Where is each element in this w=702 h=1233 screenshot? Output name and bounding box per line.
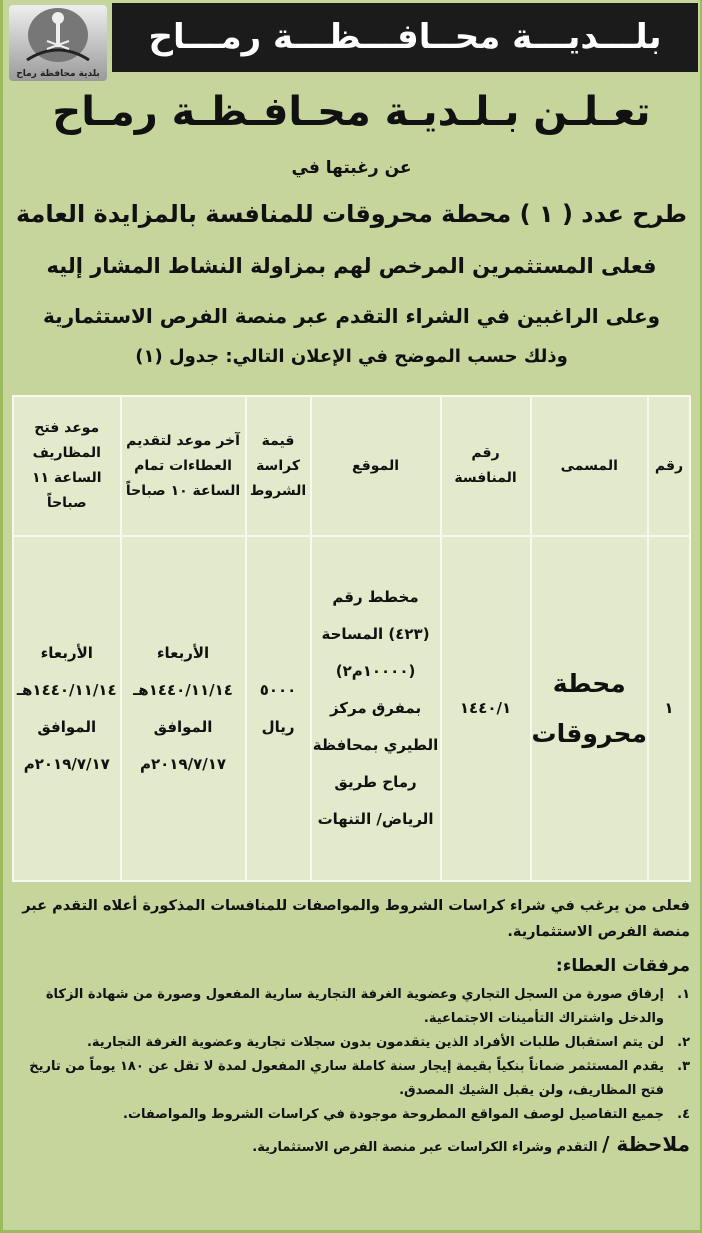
table-row — [13, 536, 690, 881]
col-competition-number: رقم المنافسة — [441, 396, 531, 536]
item-number: ٢. — [677, 1035, 690, 1050]
table-header-row — [13, 396, 690, 536]
col-location: الموقع — [311, 396, 441, 536]
tender-table — [12, 395, 691, 882]
banner-title: بلـــديـــة محــافـــظـــة رمـــاح — [112, 3, 698, 72]
item-text: إرفاق صورة من السجل التجاري وعضوية الغرفة التجارية سارية المفعول وصورة من شهادة الزكاة والدخل واشتراك التأمينات الاجتماعية. — [45, 987, 664, 1026]
cell-competition-number: ١٤٤٠/١ — [441, 536, 531, 881]
applicants-text: وعلى الراغبين في الشراء التقدم عبر منصة الفرص الاستثمارية — [42, 304, 661, 328]
investors-text: فعلى المستثمرين المرخص لهم بمزاولة النشاط المشار إليه — [46, 254, 657, 278]
logo-text: بلدية محافظة رماح — [16, 69, 100, 79]
table-reference: وذلك حسب الموضح في الإعلان التالي: جدول (١) — [135, 346, 568, 367]
announcement-heading: تعـلـن بـلـديـة محـافـظـة رمـاح — [52, 89, 651, 135]
item-text: لن يتم استقبال طلبات الأفراد الذين يتقدمون بدون سجلات تجارية وعضوية الغرفة التجارية. — [86, 1035, 664, 1050]
note-label: ملاحظة / — [602, 1132, 690, 1156]
purchase-text: فعلى من يرغب في شراء كراسات الشروط والمواصفات للمنافسات المذكورة أعلاه التقدم عبر منصة الفرص الاستثمارية. — [22, 898, 690, 940]
col-price: قيمة كراسة الشروط — [246, 396, 311, 536]
attachments-title: مرفقات العطاء: — [555, 956, 690, 976]
col-opening: موعد فتح المظاريف الساعة ١١ صباحاً — [13, 396, 121, 536]
palm-swords-emblem-icon — [9, 5, 107, 65]
list-item — [13, 1055, 690, 1103]
note-text: التقدم وشراء الكراسات عبر منصة الفرص الاستثمارية. — [252, 1140, 598, 1155]
attachments-list — [13, 983, 690, 1127]
cell-name: محطة محروقات — [531, 536, 648, 881]
offer-heading: طرح عدد ( ١ ) محطة محروقات للمنافسة بالمزايدة العامة — [15, 200, 688, 228]
item-number: ١. — [677, 987, 690, 1002]
municipality-logo — [9, 5, 107, 81]
cell-deadline: الأربعاء ١٤٤٠/١١/١٤هـ الموافق ٢٠١٩/٧/١٧م — [121, 536, 246, 881]
col-number: رقم — [648, 396, 690, 536]
note — [13, 1131, 690, 1161]
item-number: ٣. — [677, 1059, 690, 1074]
list-item — [13, 1103, 690, 1127]
terms-section — [13, 893, 690, 1161]
item-text: يقدم المستثمر ضماناً بنكياً بقيمة إيجار سنة كاملة ساري المفعول لمدة لا تقل عن ١٨٠ يوماً من تاريخ فتح المظاريف، ولن يقبل الشيك المصدق. — [29, 1059, 664, 1098]
item-text: جميع التفاصيل لوصف المواقع المطروحة موجودة في كراسات الشروط والمواصفات. — [123, 1107, 664, 1122]
advertisement — [3, 0, 700, 1230]
col-name: المسمى — [531, 396, 648, 536]
list-item — [13, 983, 690, 1031]
cell-price: ٥٠٠٠ ريال — [246, 536, 311, 881]
desire-text: عن رغبتها في — [291, 158, 412, 178]
item-number: ٤. — [677, 1107, 690, 1122]
col-deadline: آخر موعد لتقديم العطاءات تمام الساعة ١٠ صباحاً — [121, 396, 246, 536]
cell-opening: الأربعاء ١٤٤٠/١١/١٤هـ الموافق ٢٠١٩/٧/١٧م — [13, 536, 121, 881]
cell-location: مخطط رقم (٤٢٣) المساحة (١٠٠٠٠م٢) بمفرق مركز الطيري بمحافظة رماح طريق الرياض/ التنهات — [311, 536, 441, 881]
list-item — [13, 1031, 690, 1055]
cell-number: ١ — [648, 536, 690, 881]
